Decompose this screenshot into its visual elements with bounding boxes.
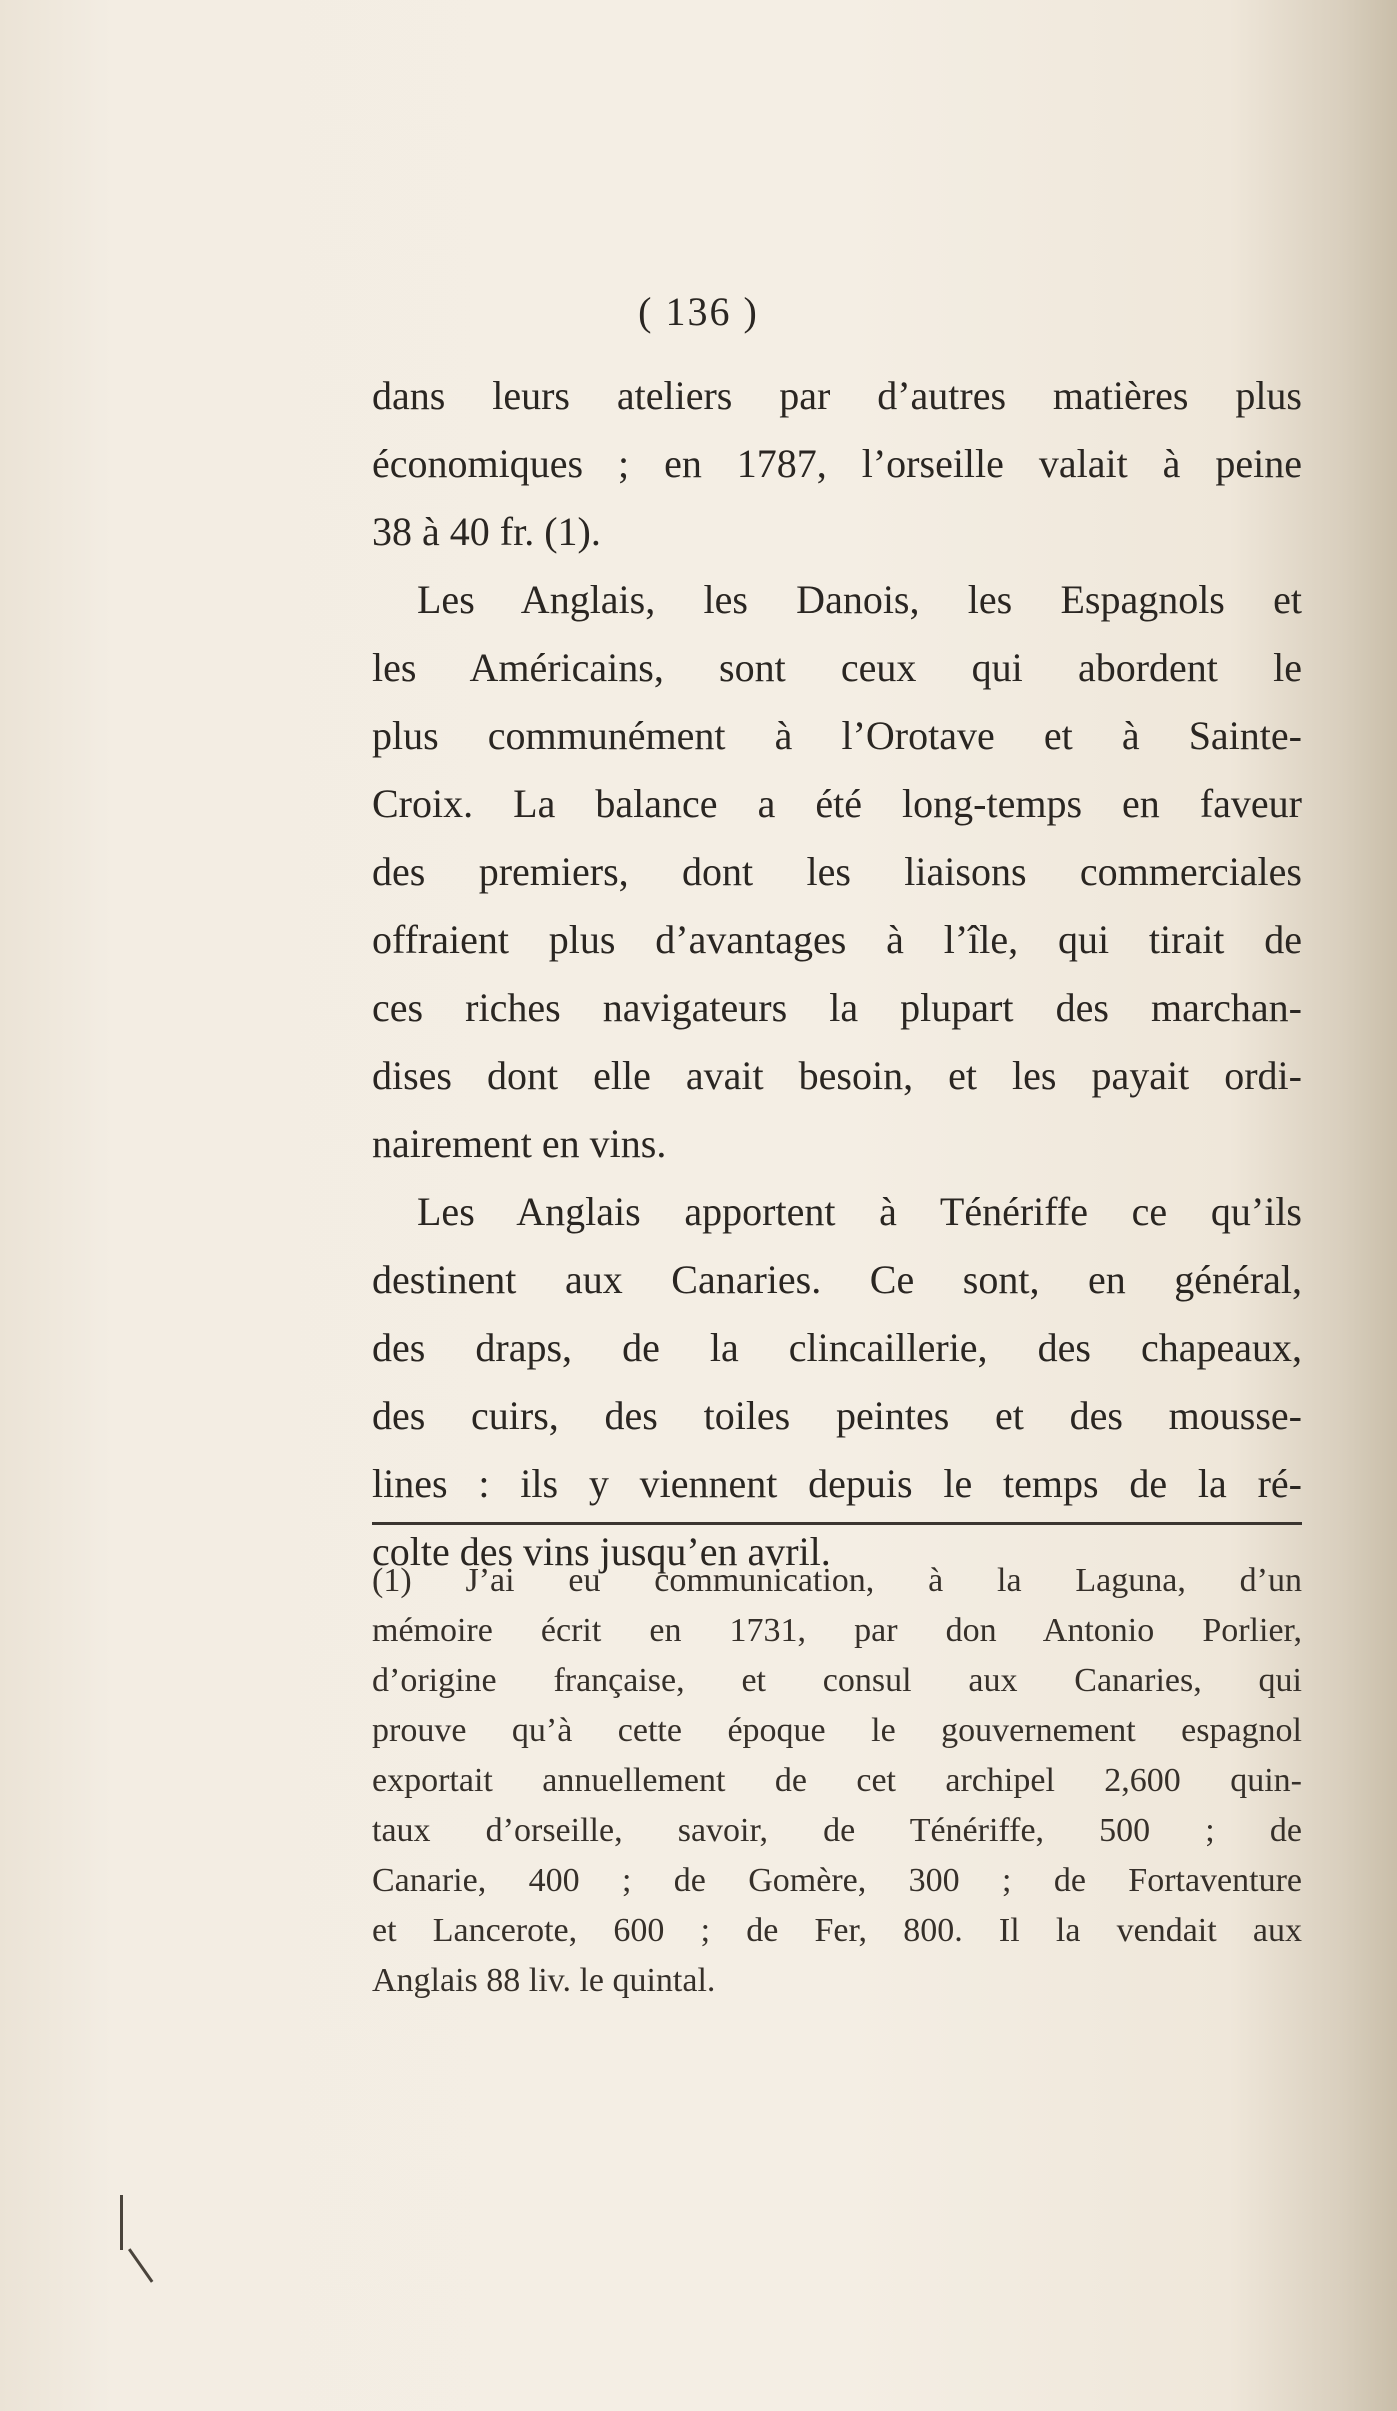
- text-line: lines : ils y viennent depuis le temps de la ré-: [372, 1461, 1302, 1506]
- footnote-line: exportait annuellement de cet archipel 2,600 quin-: [372, 1762, 1302, 1799]
- footnote-line: prouve qu’à cette époque le gouvernement espagnol: [372, 1712, 1302, 1749]
- text-line: dans leurs ateliers par d’autres matières plus: [372, 373, 1302, 418]
- text-line: ces riches navigateurs la plupart des marchan-: [372, 985, 1302, 1030]
- footnote-line: Canarie, 400 ; de Gomère, 300 ; de Fortaventure: [372, 1862, 1302, 1899]
- main-text: [372, 362, 1302, 1586]
- footnote-divider: [372, 1522, 1302, 1525]
- text-line: des draps, de la clincaillerie, des chapeaux,: [372, 1325, 1302, 1370]
- text-line: dises dont elle avait besoin, et les payait ordi-: [372, 1053, 1302, 1098]
- text-line: colte des vins jusqu’en avril.: [372, 1529, 831, 1574]
- text-line: des cuirs, des toiles peintes et des mousse-: [372, 1393, 1302, 1438]
- footnote-line: d’origine française, et consul aux Canaries, qui: [372, 1662, 1302, 1699]
- footnote-line: taux d’orseille, savoir, de Ténériffe, 500 ; de: [372, 1812, 1302, 1849]
- text-line: des premiers, dont les liaisons commerciales: [372, 849, 1302, 894]
- footnote-line: (1) J’ai eu communication, à la Laguna, d’un: [372, 1562, 1302, 1599]
- text-line: Les Anglais, les Danois, les Espagnols et: [417, 577, 1302, 622]
- text-line: nairement en vins.: [372, 1121, 667, 1166]
- text-line: plus communément à l’Orotave et à Sainte-: [372, 713, 1302, 758]
- footnote-line: Anglais 88 liv. le quintal.: [372, 1962, 716, 1999]
- margin-mark: [120, 2195, 123, 2250]
- text-line: destinent aux Canaries. Ce sont, en général,: [372, 1257, 1302, 1302]
- text-line: économiques ; en 1787, l’orseille valait à peine: [372, 441, 1302, 486]
- text-line: Les Anglais apportent à Ténériffe ce qu’ils: [417, 1189, 1302, 1234]
- text-line: offraient plus d’avantages à l’île, qui tirait de: [372, 917, 1302, 962]
- footnote: [372, 1556, 1302, 2006]
- page-number: ( 136 ): [638, 289, 759, 334]
- text-line: les Américains, sont ceux qui abordent le: [372, 645, 1302, 690]
- margin-mark: [128, 2248, 153, 2282]
- text-line: 38 à 40 fr. (1).: [372, 509, 601, 554]
- footnote-line: et Lancerote, 600 ; de Fer, 800. Il la vendait aux: [372, 1912, 1302, 1949]
- text-line: Croix. La balance a été long-temps en faveur: [372, 781, 1302, 826]
- footnote-line: mémoire écrit en 1731, par don Antonio Porlier,: [372, 1612, 1302, 1649]
